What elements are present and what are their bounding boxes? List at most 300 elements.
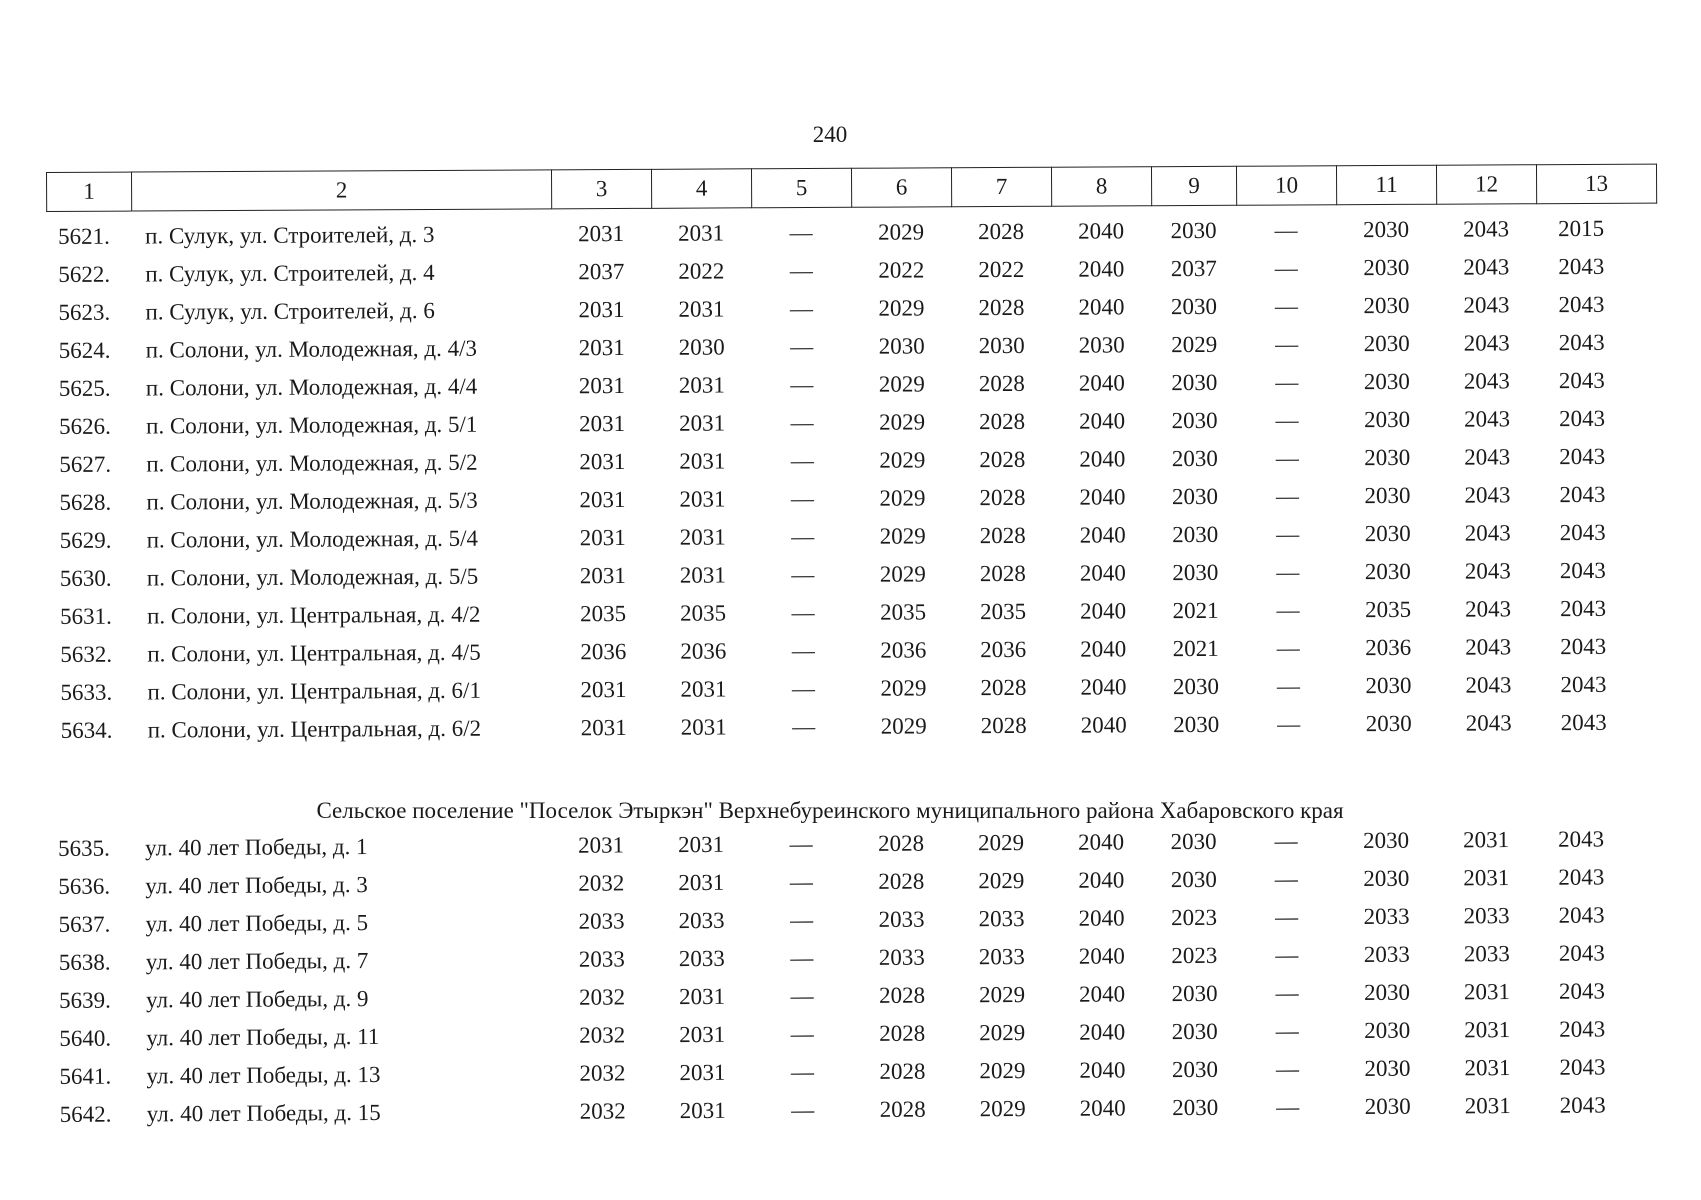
column-header: 11: [1336, 165, 1436, 205]
row-value: 2029: [979, 1058, 1026, 1084]
row-value: 2029: [879, 523, 926, 549]
row-value: 2043: [1463, 254, 1510, 280]
row-address: п. Сулук, ул. Строителей, д. 6: [145, 297, 435, 325]
row-value: 2033: [978, 944, 1025, 970]
row-value: 2031: [1463, 865, 1510, 891]
row-value: 2029: [880, 713, 927, 739]
row-address: п. Солони, ул. Молодежная, д. 4/4: [145, 373, 478, 401]
row-value: —: [790, 1059, 815, 1085]
row-value: —: [1275, 407, 1299, 433]
row-value: 2031: [579, 486, 626, 513]
row-value: 2031: [679, 524, 726, 550]
row-value: 2028: [980, 712, 1027, 739]
row-value: 2043: [1558, 291, 1605, 318]
row-value: 2043: [1464, 520, 1511, 546]
row-value: 2043: [1463, 368, 1510, 394]
row-value: 2030: [1364, 1017, 1411, 1043]
row-value: 2029: [879, 447, 926, 473]
row-value: 2031: [678, 869, 725, 896]
column-header: 3: [551, 169, 651, 209]
row-value: 2040: [1079, 1057, 1126, 1083]
row-value: 2028: [979, 522, 1026, 549]
row-number: 5639.: [58, 987, 111, 1013]
row-number: 5623.: [58, 299, 111, 325]
row-value: 2028: [979, 446, 1026, 473]
row-value: 2040: [1078, 829, 1125, 855]
row-value: 2040: [1078, 943, 1125, 969]
row-value: 2040: [1078, 256, 1125, 282]
row-value: —: [791, 523, 815, 550]
row-value: 2029: [879, 561, 926, 587]
row-value: 2043: [1558, 329, 1605, 356]
row-value: —: [789, 869, 813, 895]
row-value: 2023: [1170, 904, 1218, 931]
page-number: 240: [812, 122, 848, 147]
row-value: —: [790, 1021, 814, 1047]
row-value: —: [791, 561, 815, 588]
row-value: 2028: [978, 218, 1025, 245]
row-address: п. Солони, ул. Молодежная, д. 5/5: [146, 563, 479, 591]
row-value: 2031: [580, 676, 627, 703]
row-value: 2030: [1363, 979, 1411, 1005]
row-value: 2036: [680, 638, 727, 664]
row-value: 2029: [879, 485, 926, 511]
row-value: —: [1275, 980, 1299, 1006]
row-value: 2030: [1172, 673, 1220, 700]
row-address: ул. 40 лет Победы, д. 15: [146, 1099, 381, 1127]
row-value: —: [1275, 1018, 1299, 1044]
row-address: п. Солони, ул. Молодежная, д. 5/3: [146, 487, 478, 515]
row-value: 2030: [1171, 1018, 1218, 1045]
row-address: п. Солони, ул. Центральная, д. 6/2: [147, 715, 482, 743]
row-value: 2030: [1363, 865, 1410, 891]
row-value: 2030: [1171, 483, 1219, 510]
row-value: 2043: [1560, 709, 1607, 736]
row-value: 2031: [678, 296, 725, 322]
row-value: —: [790, 485, 815, 512]
row-value: 2040: [1078, 218, 1125, 244]
row-value: 2031: [680, 676, 727, 702]
column-header: 9: [1151, 166, 1236, 205]
row-value: 2028: [878, 982, 926, 1008]
housing-table-part-2: [46, 820, 1628, 1134]
row-value: 2031: [579, 562, 626, 589]
row-value: 2043: [1560, 633, 1607, 660]
row-value: 2030: [1363, 292, 1410, 319]
row-value: 2036: [980, 636, 1027, 663]
row-address: ул. 40 лет Победы, д. 1: [145, 834, 368, 861]
row-value: 2040: [1080, 712, 1127, 738]
row-value: 2032: [578, 870, 625, 896]
row-value: 2031: [579, 524, 626, 551]
column-header: 4: [651, 169, 751, 209]
row-value: 2043: [1465, 672, 1512, 698]
row-value: 2022: [678, 258, 725, 284]
row-value: 2043: [1558, 826, 1605, 852]
row-value: 2030: [678, 334, 725, 360]
row-value: 2043: [1560, 671, 1607, 698]
row-value: —: [1274, 293, 1299, 319]
row-value: 2031: [679, 1059, 726, 1086]
row-value: 2040: [1080, 636, 1127, 662]
row-value: 2043: [1464, 482, 1511, 508]
row-value: 2030: [1171, 980, 1218, 1007]
row-value: 2030: [1363, 330, 1410, 357]
row-value: 2043: [1558, 253, 1605, 280]
row-value: 2043: [1558, 940, 1605, 966]
row-value: 2030: [1171, 445, 1218, 472]
row-value: 2040: [1079, 1095, 1126, 1121]
row-number: 5629.: [59, 527, 112, 553]
row-value: 2032: [579, 1098, 626, 1124]
row-value: —: [1274, 904, 1299, 930]
table-row: [49, 704, 1629, 750]
row-value: —: [789, 295, 814, 322]
row-value: 2043: [1559, 519, 1606, 546]
row-value: 2043: [1463, 330, 1510, 356]
row-value: 2031: [678, 831, 725, 858]
row-value: 2030: [1173, 711, 1220, 738]
row-value: 2030: [1363, 254, 1410, 281]
column-header-table: [46, 164, 1657, 212]
row-value: 2029: [978, 868, 1025, 894]
row-value: 2031: [678, 983, 726, 1010]
row-number: 5641.: [59, 1063, 112, 1089]
row-value: 2015: [1558, 215, 1605, 242]
row-value: 2035: [980, 598, 1027, 625]
row-value: —: [790, 333, 814, 360]
row-value: 2030: [1365, 710, 1412, 737]
row-value: 2033: [978, 906, 1025, 932]
row-number: 5622.: [58, 261, 111, 287]
row-value: 2033: [578, 908, 625, 934]
row-address: п. Солони, ул. Центральная, д. 4/5: [147, 639, 481, 667]
row-value: 2031: [579, 448, 626, 475]
row-value: 2028: [979, 560, 1026, 587]
row-value: 2036: [580, 638, 627, 665]
row-value: 2028: [879, 1020, 926, 1046]
row-value: 2030: [1364, 406, 1411, 433]
row-value: 2030: [1172, 521, 1219, 548]
column-header: 5: [751, 168, 851, 208]
row-value: 2031: [1464, 1055, 1511, 1081]
row-value: 2031: [578, 334, 625, 361]
row-address: ул. 40 лет Победы, д. 13: [146, 1061, 381, 1089]
row-value: —: [789, 219, 813, 246]
row-value: —: [1275, 369, 1299, 395]
row-value: 2028: [978, 370, 1025, 397]
row-value: 2030: [1364, 520, 1411, 547]
section-title: Сельское поселение "Поселок Этыркэн" Верхнебуреинского муниципального района Хабаровского края: [316, 798, 1344, 823]
row-number: 5624.: [58, 337, 111, 363]
row-value: 2032: [579, 1060, 626, 1086]
row-value: 2033: [878, 944, 925, 970]
row-number: 5638.: [58, 949, 111, 975]
row-address: п. Солони, ул. Молодежная, д. 5/4: [146, 525, 479, 553]
row-number: 5640.: [59, 1025, 112, 1051]
row-value: —: [1276, 597, 1300, 623]
row-value: 2030: [1363, 368, 1410, 395]
row-value: 2028: [980, 674, 1027, 701]
row-value: 2030: [1364, 1055, 1411, 1081]
column-header: 8: [1051, 167, 1151, 207]
row-value: 2030: [1364, 558, 1411, 585]
row-value: 2036: [1365, 634, 1412, 661]
row-value: 2029: [978, 982, 1026, 1008]
row-value: 2031: [1464, 1093, 1511, 1119]
row-value: 2043: [1464, 444, 1511, 470]
row-value: —: [792, 713, 816, 740]
row-value: 2043: [1559, 1054, 1606, 1080]
row-value: 2043: [1465, 710, 1512, 736]
row-value: 2028: [879, 1058, 926, 1084]
row-address: п. Сулук, ул. Строителей, д. 3: [145, 221, 435, 249]
row-value: 2033: [1463, 941, 1510, 967]
row-value: —: [1274, 828, 1298, 854]
row-value: 2029: [979, 1096, 1026, 1122]
row-number: 5627.: [59, 451, 112, 477]
row-value: 2043: [1558, 864, 1605, 890]
row-value: 2031: [679, 448, 726, 474]
row-value: 2028: [879, 1096, 926, 1122]
column-header: 2: [132, 170, 552, 211]
row-value: 2040: [1078, 370, 1125, 396]
row-value: 2035: [580, 600, 627, 627]
row-address: п. Солони, ул. Центральная, д. 6/1: [147, 677, 481, 705]
row-value: —: [1275, 483, 1300, 509]
row-value: 2030: [1170, 828, 1217, 855]
row-value: 2029: [879, 409, 926, 435]
row-value: 2033: [578, 946, 625, 972]
row-value: 2029: [878, 295, 925, 321]
row-value: 2040: [1080, 674, 1127, 700]
row-value: 2031: [680, 714, 727, 740]
row-value: 2029: [878, 219, 925, 245]
row-value: 2030: [1364, 1093, 1411, 1119]
row-value: 2031: [580, 714, 627, 741]
row-value: 2033: [1363, 941, 1410, 967]
row-value: 2030: [1364, 482, 1411, 509]
row-value: 2030: [1170, 293, 1218, 320]
row-value: 2040: [1079, 560, 1126, 586]
row-value: 2043: [1465, 596, 1512, 622]
row-number: 5631.: [60, 603, 112, 629]
row-value: 2031: [578, 220, 625, 247]
row-address: п. Солони, ул. Молодежная, д. 5/1: [146, 411, 478, 439]
row-value: 2030: [1363, 216, 1410, 243]
row-value: 2021: [1172, 635, 1219, 662]
row-value: 2030: [1078, 332, 1125, 358]
row-value: 2033: [1363, 903, 1410, 929]
row-value: 2040: [1080, 598, 1127, 624]
row-value: 2033: [878, 906, 925, 932]
row-value: 2030: [878, 333, 925, 359]
row-value: 2043: [1463, 216, 1510, 242]
row-value: —: [791, 675, 816, 702]
row-value: 2030: [1364, 444, 1411, 471]
row-value: 2040: [1078, 981, 1126, 1007]
row-number: 5621.: [58, 223, 110, 249]
row-value: 2031: [578, 372, 625, 399]
row-number: 5637.: [58, 911, 111, 937]
row-value: 2043: [1559, 405, 1606, 432]
row-value: —: [1276, 673, 1301, 699]
row-value: —: [1277, 711, 1301, 737]
row-value: 2031: [1463, 979, 1511, 1005]
row-value: —: [790, 371, 814, 398]
row-value: 2033: [678, 945, 725, 972]
column-header: 10: [1236, 166, 1336, 206]
row-value: 2021: [1172, 597, 1219, 624]
row-number: 5626.: [59, 413, 111, 439]
row-value: —: [1275, 942, 1299, 968]
row-value: 2043: [1558, 902, 1605, 928]
row-value: 2043: [1559, 557, 1606, 584]
column-header: 13: [1536, 164, 1656, 204]
row-address: п. Сулук, ул. Строителей, д. 4: [145, 259, 435, 287]
row-value: 2028: [978, 294, 1025, 321]
row-address: ул. 40 лет Победы, д. 9: [145, 986, 369, 1013]
row-address: ул. 40 лет Победы, д. 11: [146, 1023, 380, 1051]
row-value: 2032: [579, 1022, 626, 1048]
row-value: —: [1274, 217, 1298, 243]
column-header: 1: [47, 172, 132, 211]
row-number: 5630.: [59, 565, 112, 591]
row-value: 2031: [578, 832, 625, 858]
row-value: —: [790, 447, 814, 474]
row-value: 2033: [1463, 903, 1510, 929]
row-value: 2030: [1171, 407, 1218, 434]
row-value: 2031: [679, 1021, 726, 1048]
row-value: 2040: [1078, 867, 1125, 893]
row-value: —: [791, 1097, 815, 1123]
row-address: ул. 40 лет Победы, д. 5: [145, 910, 369, 937]
row-value: 2030: [1363, 827, 1410, 853]
row-value: 2043: [1559, 1016, 1606, 1042]
row-value: 2043: [1558, 367, 1605, 394]
row-value: 2030: [1171, 369, 1218, 396]
row-value: —: [1275, 331, 1299, 357]
row-value: 2043: [1559, 1092, 1606, 1118]
row-value: 2043: [1559, 481, 1606, 508]
row-value: 2040: [1078, 905, 1125, 931]
row-value: 2036: [880, 637, 927, 663]
row-value: 2032: [578, 984, 626, 1010]
row-value: 2031: [579, 410, 626, 437]
row-value: —: [1276, 521, 1300, 547]
row-value: 2043: [1558, 978, 1606, 1004]
row-value: 2031: [578, 296, 625, 323]
row-value: 2022: [978, 256, 1025, 283]
row-value: 2023: [1171, 942, 1218, 969]
row-value: 2033: [678, 907, 725, 934]
row-address: ул. 40 лет Победы, д. 7: [145, 948, 369, 975]
row-value: 2043: [1464, 558, 1511, 584]
row-value: —: [791, 637, 815, 664]
row-value: —: [1276, 635, 1300, 661]
row-value: —: [789, 907, 814, 933]
row-number: 5634.: [60, 717, 113, 743]
row-value: 2043: [1465, 634, 1512, 660]
row-value: 2030: [1170, 217, 1217, 244]
row-value: 2022: [878, 257, 925, 283]
row-value: —: [791, 599, 815, 626]
row-value: 2040: [1079, 1019, 1126, 1045]
column-header: 6: [851, 168, 951, 208]
row-value: —: [1274, 255, 1298, 281]
column-header-row: [47, 164, 1657, 211]
row-value: 2028: [878, 868, 925, 894]
row-value: 2031: [679, 410, 726, 436]
row-value: 2031: [1463, 827, 1510, 853]
row-number: 5633.: [60, 679, 113, 705]
row-value: 2040: [1078, 294, 1125, 320]
row-value: 2029: [878, 371, 925, 397]
housing-table-part-1: [46, 210, 1629, 750]
row-value: —: [790, 945, 814, 971]
column-header: 12: [1436, 165, 1536, 205]
row-value: 2040: [1079, 522, 1126, 548]
row-value: —: [790, 409, 814, 436]
row-number: 5625.: [58, 375, 111, 401]
column-header: 7: [951, 167, 1051, 207]
row-value: —: [1276, 559, 1300, 585]
row-value: 2028: [878, 830, 925, 856]
row-value: 2031: [1464, 1017, 1511, 1043]
row-value: —: [1275, 445, 1299, 471]
row-address: п. Солони, ул. Центральная, д. 4/2: [147, 601, 481, 629]
row-value: 2037: [1170, 255, 1217, 282]
row-value: 2031: [678, 220, 725, 246]
row-value: 2029: [880, 675, 927, 701]
row-value: 2030: [1171, 1056, 1219, 1083]
row-value: —: [790, 983, 814, 1009]
row-value: 2035: [680, 600, 727, 626]
row-value: —: [1276, 1094, 1300, 1120]
row-value: 2040: [1079, 446, 1126, 472]
row-value: 2029: [979, 1020, 1026, 1046]
row-address: п. Солони, ул. Молодежная, д. 5/2: [146, 449, 478, 477]
row-value: 2028: [979, 484, 1026, 511]
row-value: 2037: [578, 258, 625, 285]
row-value: 2040: [1079, 408, 1126, 434]
row-value: 2035: [880, 599, 927, 625]
row-value: —: [789, 831, 813, 857]
row-number: 5636.: [58, 873, 111, 899]
row-value: 2043: [1464, 406, 1511, 432]
row-number: 5635.: [58, 835, 110, 861]
row-value: 2040: [1079, 484, 1126, 510]
row-value: 2030: [1170, 866, 1217, 893]
row-value: 2035: [1365, 596, 1412, 623]
row-value: —: [1275, 1056, 1300, 1082]
row-value: 2029: [1171, 331, 1218, 358]
row-number: 5632.: [60, 641, 113, 667]
row-value: 2043: [1463, 292, 1510, 318]
row-value: 2030: [1172, 559, 1219, 586]
row-address: п. Солони, ул. Молодежная, д. 4/3: [145, 335, 478, 363]
row-number: 5642.: [59, 1101, 112, 1127]
row-value: 2028: [979, 408, 1026, 435]
row-value: —: [789, 257, 813, 284]
row-value: 2031: [679, 486, 726, 512]
row-value: 2031: [679, 1097, 726, 1124]
row-value: 2031: [678, 372, 725, 398]
row-value: 2043: [1560, 595, 1607, 622]
row-value: 2043: [1559, 443, 1606, 470]
row-number: 5628.: [59, 489, 112, 515]
row-value: 2030: [1365, 672, 1412, 699]
